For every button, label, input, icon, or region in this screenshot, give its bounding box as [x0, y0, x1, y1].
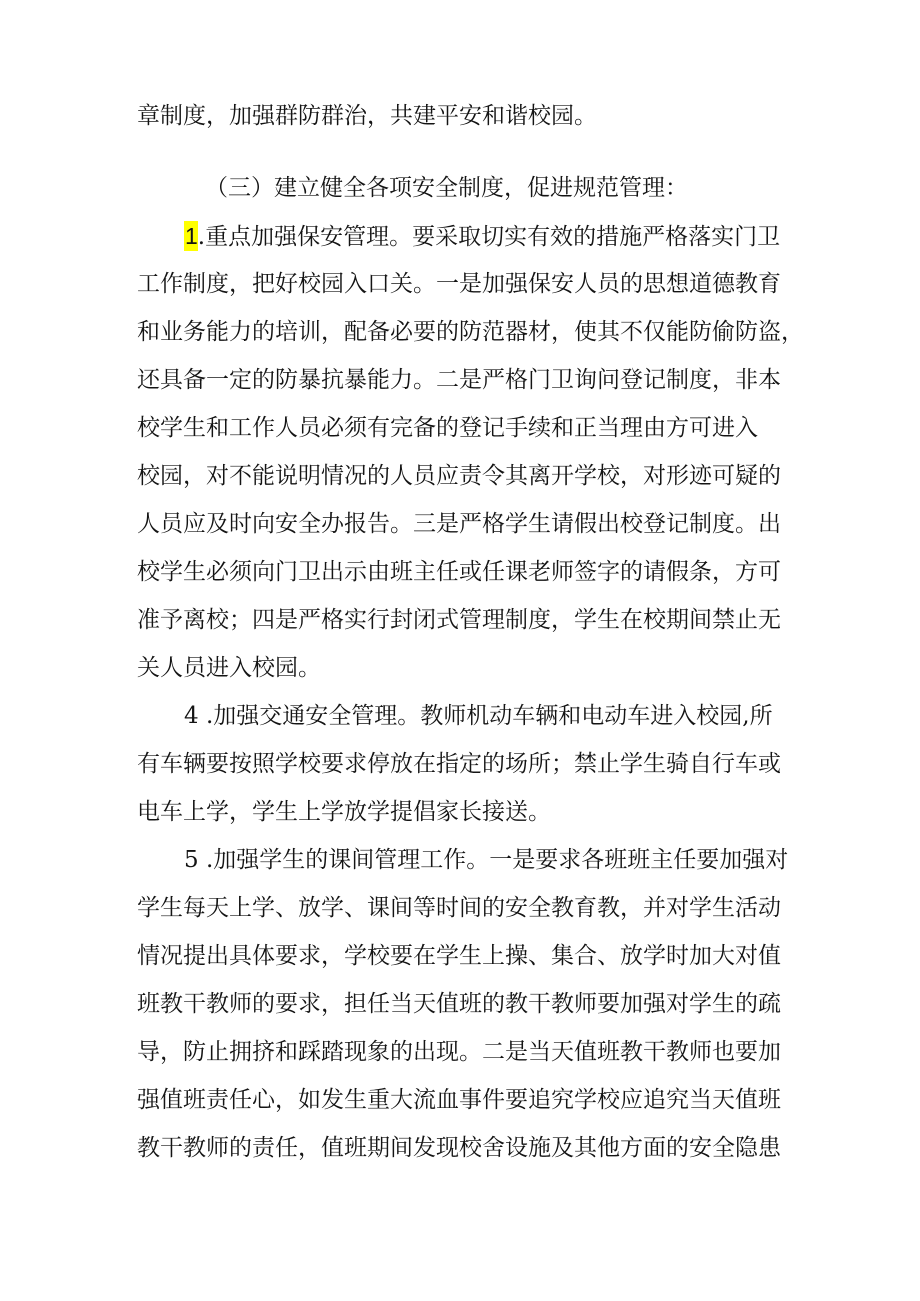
paragraph-line: 导，防止拥挤和踩踏现象的出现。二是当天值班教干教师也要加	[137, 1039, 781, 1065]
paragraph-line: 人员应及时向安全办报告。三是严格学生请假出校登记制度。出	[137, 511, 781, 537]
paragraph-line: 电车上学，学生上学放学提倡家长接送。	[137, 799, 551, 825]
highlighted-item-number: 1	[185, 223, 198, 249]
paragraph-line: 有车辆要按照学校要求停放在指定的场所；禁止学生骑自行车或	[137, 751, 781, 777]
paragraph-line: 教干教师的责任，值班期间发现校舍设施及其他方面的安全隐患	[137, 1135, 781, 1161]
paragraph-line: 章制度，加强群防群治，共建平安和谐校园。	[137, 103, 597, 129]
paragraph-line-numbered	[184, 221, 780, 252]
paragraph-line: 强值班责任心，如发生重大流血事件要追究学校应追究当天值班	[137, 1087, 781, 1113]
section-heading: （三）建立健全各项安全制度，促进规范管理：	[205, 175, 688, 201]
paragraph-line: 关人员进入校园。	[137, 655, 321, 681]
paragraph-line: 班教干教师的要求，担任当天值班的教干教师要加强对学生的疏	[137, 991, 781, 1017]
paragraph-line: 校学生和工作人员必须有完备的登记手续和正当理由方可进入	[137, 415, 758, 441]
paragraph-line: 和业务能力的培训，配备必要的防范器材，使其不仅能防偷防盗，	[137, 319, 804, 345]
paragraph-line: 还具备一定的防暴抗暴能力。二是严格门卫询问登记制度，非本	[137, 367, 781, 393]
paragraph-line: 情况提出具体要求，学校要在学生上操、集合、放学时加大对值	[137, 943, 781, 969]
paragraph-line: 校学生必须向门卫出示由班主任或任课老师签字的请假条，方可	[137, 559, 781, 585]
paragraph-line: 学生每天上学、放学、课间等时间的安全教育教，并对学生活动	[137, 895, 781, 921]
paragraph-line: 工作制度，把好校园入口关。一是加强保安人员的思想道德教育	[137, 271, 781, 297]
paragraph-line-numbered: 5 .加强学生的课间管理工作。一是要求各班班主任要加强对	[184, 847, 789, 873]
paragraph-line: 准予离校；四是严格实行封闭式管理制度，学生在校期间禁止无	[137, 607, 781, 633]
paragraph-line-numbered: 4 .加强交通安全管理。教师机动车辆和电动车进入校园,所	[184, 703, 773, 729]
paragraph-line: 校园，对不能说明情况的人员应责令其离开学校，对形迹可疑的	[137, 463, 781, 489]
paragraph-line-text: .重点加强保安管理。要采取切实有效的措施严格落实门卫	[197, 224, 781, 250]
